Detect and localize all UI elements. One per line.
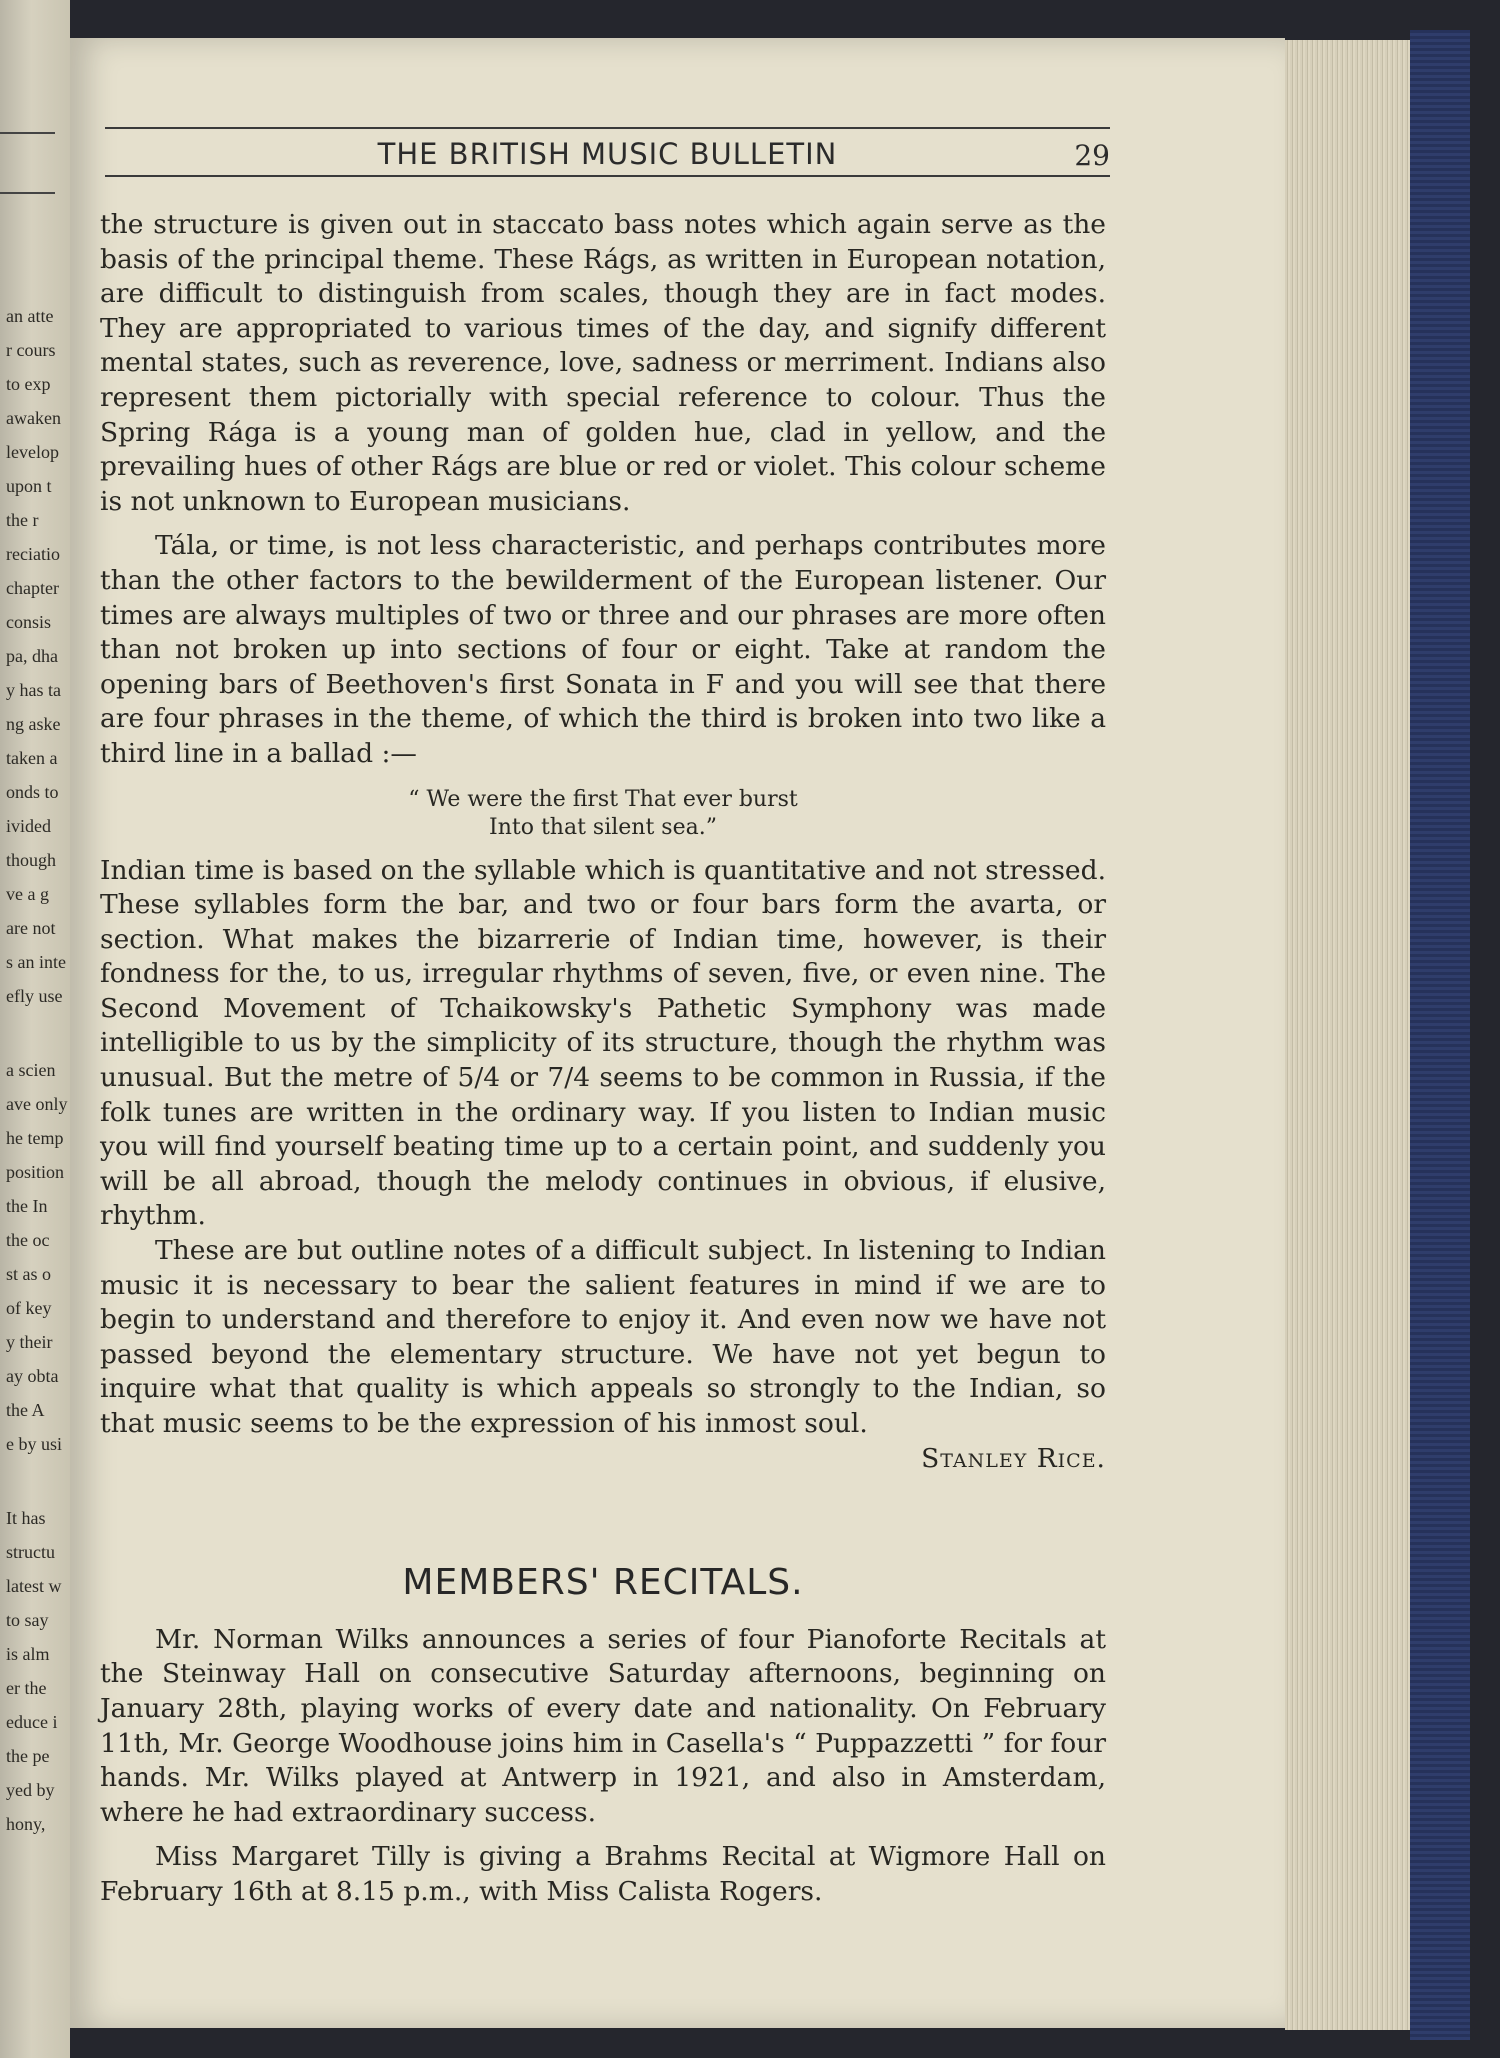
previous-page-fragment: the r [6,510,39,530]
verse-line: “ We were the first That ever burst [408,786,798,812]
article-paragraph: Tála, or time, is not less characteristic, and perhaps contributes more than the other factors to the bewilderment of the European listener. Our times are always multiples of two or three and our phrases are more often than not broken up into sections of four or eight. Take at random the opening bars of Beethoven's first Sonata in F and you will see that there are four phrases in the theme, of which the third is broken into two like a third line in a ballad :— [100,530,1106,769]
previous-page-fragment: ay obta [6,1366,59,1386]
previous-page-fragment: educe i [6,1712,58,1732]
previous-page-fragment: onds to [6,782,59,802]
previous-page-fragment: he temp [6,1128,64,1148]
author-signature: Stanley Rice. [921,1442,1106,1474]
previous-page-fragment: to exp [6,374,51,394]
article-paragraph: the structure is given out in staccato bass notes which again serve as the basis of the principal theme. These Rágs, as written in European notation, are difficult to distinguish from scales, though they are in fact modes. They are appropriated to various times of the day, and signify different mental states, such as reverence, love, sadness or merriment. Indians also represent them pictorially with special reference to colour. Thus the Spring Rága is a young man of golden hue, clad in yellow, and the prevailing hues of other Rágs are blue or red or violet. This colour scheme is not unknown to European musicians. [100,209,1106,517]
previous-page-fragment: It has [6,1508,46,1528]
previous-page-fragment: position [6,1162,65,1182]
previous-page-fragment: y their [6,1332,53,1352]
previous-page-fragment: er the [6,1678,47,1698]
article-paragraph [100,1234,1106,1474]
verse-quote [100,786,1106,842]
previous-page-fragment: s an inte [6,952,66,972]
page-body [100,208,1106,1910]
previous-page-fragment: levelop [6,442,59,462]
previous-page-fragment: is alm [6,1644,50,1664]
journal-title: THE BRITISH MUSIC BULLETIN [377,137,838,171]
previous-page-fragment: r cours [6,340,56,360]
previous-page-fragment: chapter [6,578,59,598]
previous-page-fragment: a scien [6,1060,56,1080]
previous-page-fragment: structu [6,1542,55,1562]
previous-page-fragment: the oc [6,1230,50,1250]
article-paragraph-text: These are but outline notes of a difficult subject. In listening to Indian music it is necessary to bear the salient features in mind if we are to begin to understand and therefore to enjoy it. And even now we have not passed beyond the elementary structure. We have not yet begun to inquire what that quality is which appeals so strongly to the Indian, so that music seems to be the expression of his inmost soul. [100,1235,1106,1439]
previous-page-edge [0,0,70,2058]
header-rule-top [105,127,1110,129]
previous-page-fragment: the In [6,1196,48,1216]
page-edges [1285,40,1410,2030]
previous-page-fragment: efly use [6,986,63,1006]
article-paragraph: Indian time is based on the syllable which is quantitative and not stressed. These syllables form the bar, and two or four bars form the avarta, or section. What makes the bizarrerie of Indian time, however, is their fondness for the, to us, irregular rhythms of seven, five, or even nine. The Second Movement of Tchaikowsky's Pathetic Symphony was made intelligible to us by the simplicity of its structure, though the rhythm was unusual. But the metre of 5/4 or 7/4 seems to be common in Russia, if the folk tunes are written in the ordinary way. If you listen to Indian music you will find yourself beating time up to a certain point, and suddenly you will be all abroad, though the melody continues in obvious, if elusive, rhythm. [100,854,1106,1232]
previous-page-fragment: pa, dha [6,646,58,666]
previous-page-fragment: of key [6,1298,52,1318]
previous-page-fragment: ve a g [6,884,49,904]
previous-page-fragment: the A [6,1400,45,1420]
previous-page-fragment: y has ta [6,680,61,700]
previous-page-fragment: the pe [6,1746,50,1766]
previous-page-fragment: ivided [6,816,51,836]
previous-page-rule [0,132,55,134]
previous-page-fragment: an atte [6,306,54,326]
recital-paragraph: Mr. Norman Wilks announces a series of four Pianoforte Recitals at the Steinway Hall on consecutive Saturday afternoons, beginning on January 28th, playing works of every date and nationality. On February 11th, Mr. George Woodhouse joins him in Casella's “ Puppazzetti ” for four hands. Mr. Wilks played at Antwerp in 1921, and also in Amsterdam, where he had extraordinary success. [100,1623,1106,1828]
previous-page-fragment: upon t [6,476,52,496]
previous-page-fragment: latest w [6,1576,62,1596]
previous-page-fragment: awaken [6,408,61,428]
previous-page-fragment: taken a [6,748,58,768]
previous-page-fragment: consis [6,612,51,632]
previous-page-fragment: e by usi [6,1434,62,1454]
previous-page-fragment: are not [6,918,56,938]
recital-paragraph: Miss Margaret Tilly is giving a Brahms Recital at Wigmore Hall on February 16th at 8.15 p.m., with Miss Calista Rogers. [100,1841,1106,1907]
previous-page-fragment: reciatio [6,544,60,564]
previous-page-rule [0,192,55,194]
previous-page-fragment: though [6,850,57,870]
running-head [105,125,1110,177]
previous-page-fragment: to say [6,1610,49,1630]
section-heading: MEMBERS' RECITALS. [402,1562,804,1604]
verse-line: Into that silent sea.” [489,814,717,840]
previous-page-fragment: ave only [6,1094,68,1114]
previous-page-fragment: yed by [6,1780,55,1800]
page-number: 29 [1074,139,1110,172]
header-rule-bottom [105,175,1110,177]
previous-page-fragment: st as o [6,1264,51,1284]
book-cover-edge [1410,30,1470,2040]
previous-page-fragment: ng aske [6,714,61,734]
previous-page-fragment: hony, [6,1814,46,1834]
